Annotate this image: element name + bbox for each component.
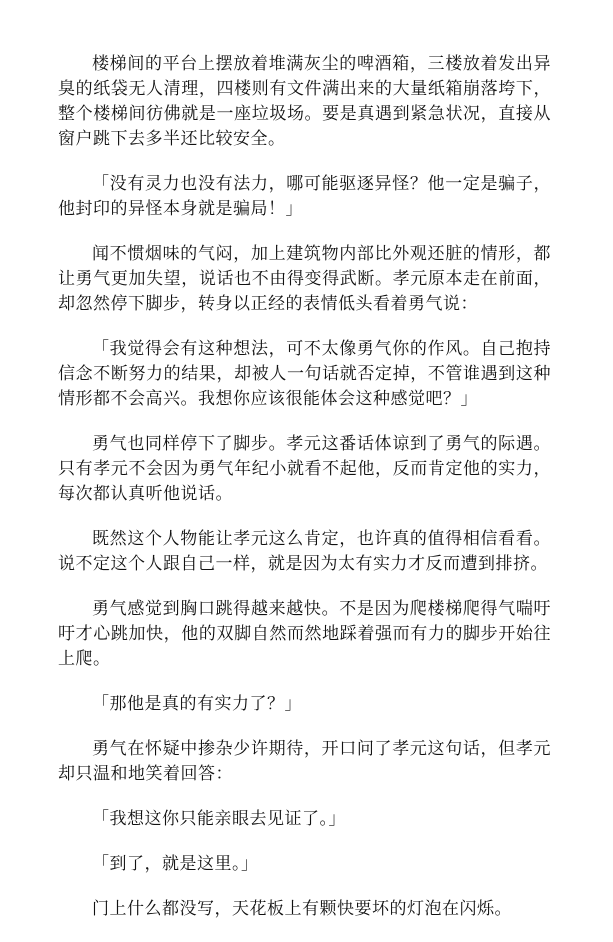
document-page	[58, 52, 551, 942]
paragraph-1: 楼梯间的平台上摆放着堆满灰尘的啤酒箱，三楼放着发出异臭的纸袋无人清理，四楼则有文件满出来的大量纸箱崩落垮下，整个楼梯间彷佛就是一座垃圾场。要是真遇到紧急状况，直接从窗户跳下去多半还比较安全。	[58, 54, 551, 149]
paragraph-10: 「我想这你只能亲眼去见证了。」	[92, 809, 346, 829]
paragraph-9: 勇气在怀疑中掺杂少许期待，开口问了孝元这句话，但孝元却只温和地笑着回答：	[58, 739, 551, 784]
paragraph-2: 「没有灵力也没有法力，哪可能驱逐异怪？他一定是骗子，他封印的异怪本身就是骗局！」	[58, 174, 551, 219]
paragraph-12: 门上什么都没写，天花板上有颗快要坏的灯泡在闪烁。	[92, 899, 512, 919]
paragraph-11: 「到了，就是这里。」	[92, 854, 259, 874]
paragraph-5: 勇气也同样停下了脚步。孝元这番话体谅到了勇气的际遇。只有孝元不会因为勇气年纪小就看不起他，反而肯定他的实力，每次都认真听他说话。	[58, 434, 551, 504]
paragraph-4: 「我觉得会有这种想法，可不太像勇气你的作风。自己抱持信念不断努力的结果，却被人一句话就否定掉，不管谁遇到这种情形都不会高兴。我想你应该很能体会这种感觉吧？」	[58, 339, 551, 409]
paragraph-8: 「那他是真的有实力了？」	[92, 694, 302, 714]
paragraph-6: 既然这个人物能让孝元这么肯定，也许真的值得相信看看。说不定这个人跟自己一样，就是因为太有实力才反而遭到排挤。	[58, 529, 551, 574]
paragraph-7: 勇气感觉到胸口跳得越来越快。不是因为爬楼梯爬得气喘吁吁才心跳加快，他的双脚自然而然地踩着强而有力的脚步开始往上爬。	[58, 599, 551, 669]
paragraph-3: 闻不惯烟味的气闷，加上建筑物内部比外观还脏的情形，都让勇气更加失望，说话也不由得变得武断。孝元原本走在前面，却忽然停下脚步，转身以正经的表情低头看着勇气说：	[58, 244, 551, 314]
